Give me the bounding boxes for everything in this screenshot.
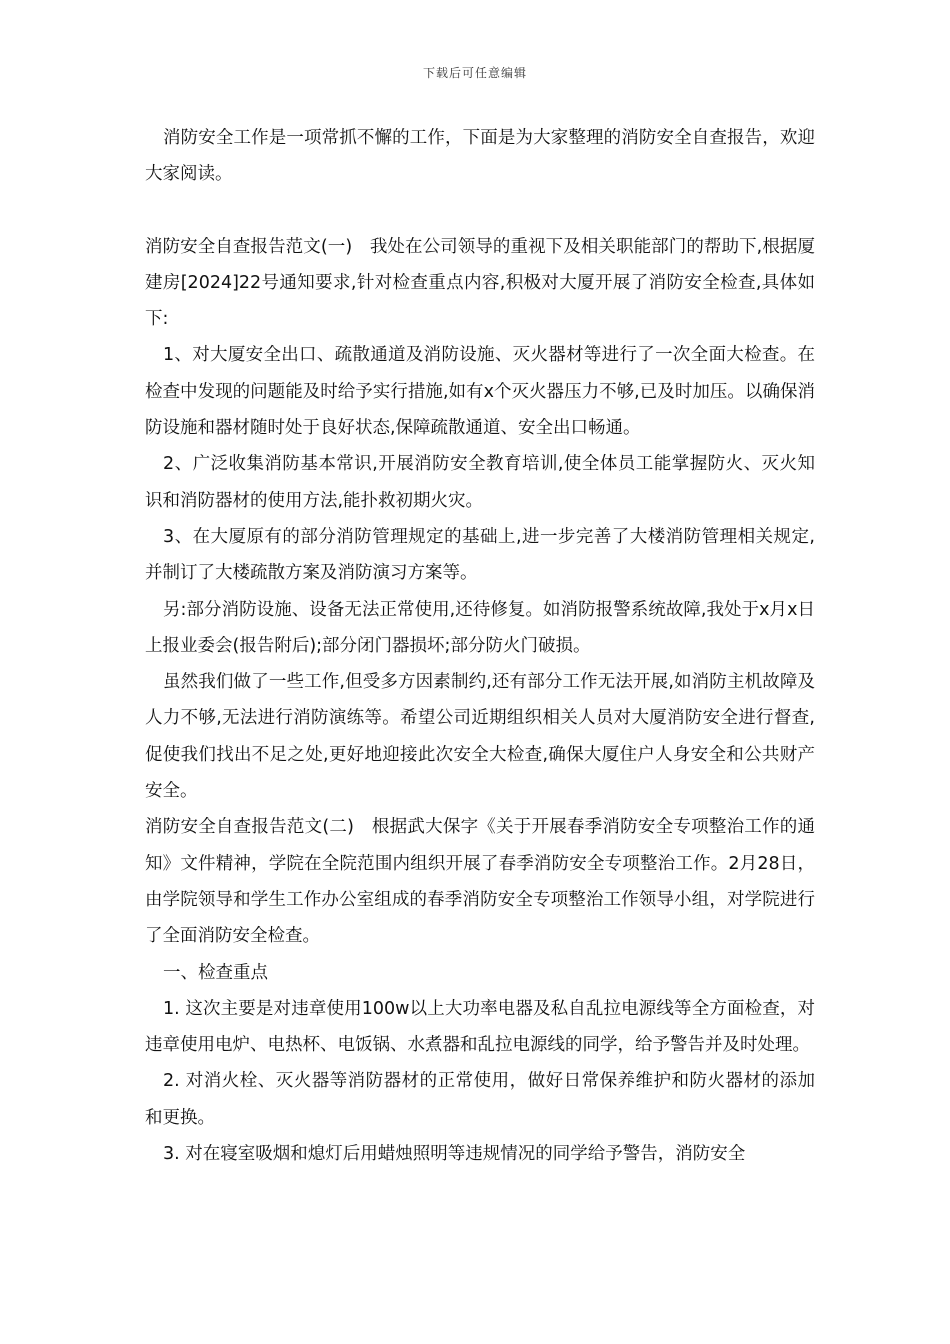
report1-item-2: 2、广泛收集消防基本常识,开展消防安全教育培训,使全体员工能掌握防火、灭火知识和消防器材的使用方法,能扑救初期火灾。 — [145, 454, 815, 511]
intro-paragraph: 消防安全工作是一项常抓不懈的工作，下面是为大家整理的消防安全自查报告，欢迎大家阅读。 — [145, 128, 815, 185]
report1-closing: 虽然我们做了一些工作,但受多方因素制约,还有部分工作无法开展,如消防主机故障及人力不够,无法进行消防演练等。希望公司近期组织相关人员对大厦消防安全进行督查,促使我们找出不足之处,更好地迎接此次安全大检查,确保大厦住户人身安全和公共财产安全。 — [145, 672, 815, 802]
report1-opening: 消防安全自查报告范文(一) 我处在公司领导的重视下及相关职能部门的帮助下,根据厦建房[2024]22号通知要求,针对检查重点内容,积极对大厦开展了消防安全检查,具体如下: — [145, 236, 815, 330]
document-body — [145, 120, 815, 1172]
paragraph-gap — [145, 193, 815, 229]
report2-point-1: 1. 这次主要是对违章使用100w以上大功率电器及私自乱拉电源线等全方面检查，对违章使用电炉、电热杯、电饭锅、水煮器和乱拉电源线的同学，给予警告并及时处理。 — [145, 998, 815, 1056]
report1-other: 另:部分消防设施、设备无法正常使用,还待修复。如消防报警系统故障,我处于x月x日上报业委会(报告附后);部分闭门器损坏;部分防火门破损。 — [145, 599, 815, 656]
report2-section-heading: 一、检查重点 — [163, 962, 268, 983]
report1-item-1: 1、对大厦安全出口、疏散通道及消防设施、灭火器材等进行了一次全面大检查。在检查中发现的问题能及时给予实行措施,如有x个灭火器压力不够,已及时加压。以确保消防设施和器材随时处于良好状态,保障疏散通道、安全出口畅通。 — [145, 345, 815, 439]
page-header-note: 下载后可任意编辑 — [422, 66, 527, 80]
report2-point-2: 2. 对消火栓、灭火器等消防器材的正常使用，做好日常保养维护和防火器材的添加和更换。 — [145, 1071, 815, 1128]
report2-opening: 消防安全自查报告范文(二) 根据武大保字《关于开展春季消防安全专项整治工作的通知》文件精神，学院在全院范围内组织开展了春季消防安全专项整治工作。2月28日，由学院领导和学生工作办公室组成的春季消防安全专项整治工作领导小组，对学院进行了全面消防安全检查。 — [145, 817, 815, 947]
report1-item-3: 3、在大厦原有的部分消防管理规定的基础上,进一步完善了大楼消防管理相关规定,并制订了大楼疏散方案及消防演习方案等。 — [145, 526, 815, 584]
report2-point-3: 3. 对在寝室吸烟和熄灯后用蜡烛照明等违规情况的同学给予警告，消防安全 — [163, 1144, 746, 1165]
